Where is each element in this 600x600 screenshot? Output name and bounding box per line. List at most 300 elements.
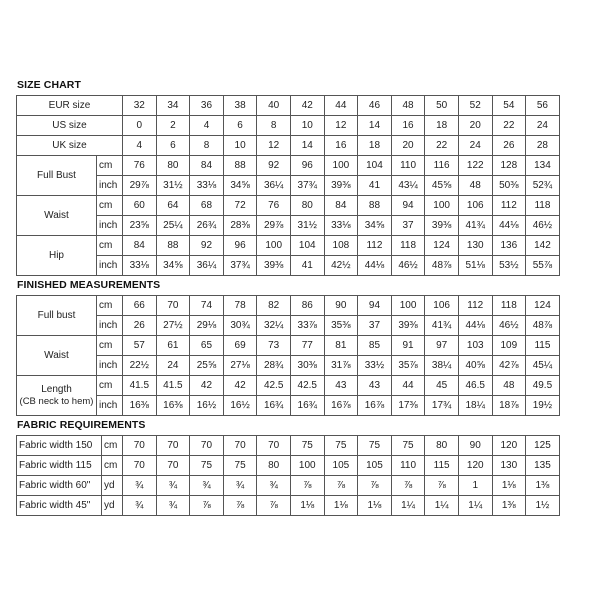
fabric-value: ⅞ xyxy=(324,476,358,496)
size-label: UK size xyxy=(17,136,123,156)
size-value: 14 xyxy=(290,136,324,156)
measurement-value: 33⅛ xyxy=(190,176,224,196)
measurement-value: 112 xyxy=(492,196,526,216)
finished-value: 37 xyxy=(358,316,392,336)
finished-row xyxy=(17,376,560,396)
finished-value: 45¼ xyxy=(526,356,560,376)
measurement-value: 118 xyxy=(391,236,425,256)
finished-value: 44 xyxy=(391,376,425,396)
unit-label: yd xyxy=(102,496,123,516)
unit-label: cm xyxy=(102,436,123,456)
finished-value: 103 xyxy=(458,336,492,356)
fabric-value: 1⅛ xyxy=(324,496,358,516)
fabric-row xyxy=(17,456,560,476)
finished-value: 24 xyxy=(156,356,190,376)
size-value: 8 xyxy=(257,116,291,136)
finished-value: 35⅜ xyxy=(324,316,358,336)
finished-value: 74 xyxy=(190,296,224,316)
finished-value: 19½ xyxy=(526,396,560,416)
finished-value: 46½ xyxy=(492,316,526,336)
finished-value: 86 xyxy=(290,296,324,316)
size-value: 22 xyxy=(425,136,459,156)
unit-label: cm xyxy=(97,156,123,176)
measurement-value: 80 xyxy=(156,156,190,176)
finished-value: 39⅜ xyxy=(391,316,425,336)
finished-label xyxy=(17,336,97,376)
measurement-row xyxy=(17,236,560,256)
measurement-value: 28⅜ xyxy=(223,216,257,236)
finished-value: 77 xyxy=(290,336,324,356)
finished-value: 42 xyxy=(190,376,224,396)
measurement-value: 41¾ xyxy=(458,216,492,236)
size-value: 8 xyxy=(190,136,224,156)
measurement-value: 31½ xyxy=(156,176,190,196)
finished-value: 26 xyxy=(123,316,157,336)
finished-value: 100 xyxy=(391,296,425,316)
fabric-value: ⅞ xyxy=(223,496,257,516)
measurement-value: 36¼ xyxy=(257,176,291,196)
measurement-value: 110 xyxy=(391,156,425,176)
measurement-value: 46½ xyxy=(391,256,425,276)
finished-value: 27½ xyxy=(156,316,190,336)
fabric-value: 90 xyxy=(458,436,492,456)
finished-value: 48 xyxy=(492,376,526,396)
measurement-value: 25¼ xyxy=(156,216,190,236)
fabric-value: 1⅛ xyxy=(492,476,526,496)
size-value: 40 xyxy=(257,96,291,116)
size-label: EUR size xyxy=(17,96,123,116)
finished-value: 27⅛ xyxy=(223,356,257,376)
finished-value: 41¾ xyxy=(425,316,459,336)
finished-row xyxy=(17,296,560,316)
size-value: 12 xyxy=(324,116,358,136)
unit-label: cm xyxy=(102,456,123,476)
measurement-value: 96 xyxy=(290,156,324,176)
size-value: 16 xyxy=(324,136,358,156)
fabric-value: 1⅛ xyxy=(290,496,324,516)
size-value: 0 xyxy=(123,116,157,136)
measurement-value: 37 xyxy=(391,216,425,236)
size-row xyxy=(17,136,560,156)
fabric-value: ⅞ xyxy=(358,476,392,496)
finished-value: 97 xyxy=(425,336,459,356)
finished-row xyxy=(17,396,560,416)
finished-value: 90 xyxy=(324,296,358,316)
finished-label-text: Waist xyxy=(44,349,69,361)
size-value: 18 xyxy=(358,136,392,156)
finished-value: 33⅞ xyxy=(290,316,324,336)
measurement-value: 41 xyxy=(358,176,392,196)
size-value: 4 xyxy=(190,116,224,136)
measurement-value: 106 xyxy=(458,196,492,216)
measurement-value: 29⅞ xyxy=(257,216,291,236)
finished-value: 41.5 xyxy=(123,376,157,396)
fabric-value: 1½ xyxy=(526,496,560,516)
measurement-value: 76 xyxy=(123,156,157,176)
finished-value: 16¾ xyxy=(290,396,324,416)
measurement-value: 26¾ xyxy=(190,216,224,236)
finished-value: 16¾ xyxy=(257,396,291,416)
finished-label-text: Full bust xyxy=(37,309,76,321)
finished-value: 40⅝ xyxy=(458,356,492,376)
size-value: 24 xyxy=(458,136,492,156)
measurement-row xyxy=(17,196,560,216)
fabric-value: ⅞ xyxy=(190,496,224,516)
finished-label-text: Length xyxy=(41,383,72,395)
finished-value: 124 xyxy=(526,296,560,316)
measurement-value: 128 xyxy=(492,156,526,176)
finished-value: 70 xyxy=(156,296,190,316)
measurement-value: 29⅞ xyxy=(123,176,157,196)
measurement-row xyxy=(17,216,560,236)
size-value: 12 xyxy=(257,136,291,156)
size-chart-title: SIZE CHART xyxy=(17,79,81,91)
finished-row xyxy=(17,336,560,356)
measurement-value: 33⅛ xyxy=(324,216,358,236)
fabric-value: 70 xyxy=(223,436,257,456)
size-value: 4 xyxy=(123,136,157,156)
size-value: 6 xyxy=(156,136,190,156)
measurement-value: 130 xyxy=(458,236,492,256)
size-value: 38 xyxy=(223,96,257,116)
fabric-value: 1¼ xyxy=(391,496,425,516)
measurement-value: 48 xyxy=(458,176,492,196)
measurement-value: 100 xyxy=(425,196,459,216)
finished-value: 73 xyxy=(257,336,291,356)
finished-value: 42 xyxy=(223,376,257,396)
finished-value: 61 xyxy=(156,336,190,356)
fabric-value: ⅞ xyxy=(290,476,324,496)
finished-value: 35⅞ xyxy=(391,356,425,376)
measurement-row xyxy=(17,156,560,176)
finished-value: 30⅜ xyxy=(290,356,324,376)
size-value: 20 xyxy=(458,116,492,136)
fabric-value: 110 xyxy=(391,456,425,476)
measurement-value: 23⅝ xyxy=(123,216,157,236)
measurement-value: 84 xyxy=(324,196,358,216)
fabric-row xyxy=(17,496,560,516)
measurement-value: 84 xyxy=(190,156,224,176)
fabric-value: ¾ xyxy=(123,476,157,496)
fabric-width-label: Fabric width 60" xyxy=(17,476,102,496)
unit-label: cm xyxy=(97,376,123,396)
fabric-row xyxy=(17,476,560,496)
size-value: 44 xyxy=(324,96,358,116)
unit-label: cm xyxy=(97,336,123,356)
size-value: 2 xyxy=(156,116,190,136)
measurement-value: 33⅛ xyxy=(123,256,157,276)
finished-value: 30¾ xyxy=(223,316,257,336)
finished-value: 38¼ xyxy=(425,356,459,376)
measurement-label: Full Bust xyxy=(17,156,97,196)
fabric-value: 75 xyxy=(223,456,257,476)
size-value: 6 xyxy=(223,116,257,136)
finished-value: 94 xyxy=(358,296,392,316)
finished-value: 17¾ xyxy=(425,396,459,416)
measurement-value: 39⅜ xyxy=(324,176,358,196)
fabric-value: ¾ xyxy=(223,476,257,496)
finished-value: 42.5 xyxy=(257,376,291,396)
measurement-value: 37¾ xyxy=(290,176,324,196)
finished-value: 42.5 xyxy=(290,376,324,396)
finished-row xyxy=(17,356,560,376)
finished-value: 17⅜ xyxy=(391,396,425,416)
fabric-value: 1⅛ xyxy=(358,496,392,516)
unit-label: cm xyxy=(97,236,123,256)
measurement-value: 100 xyxy=(324,156,358,176)
finished-label xyxy=(17,376,97,416)
size-value: 10 xyxy=(223,136,257,156)
size-value: 36 xyxy=(190,96,224,116)
fabric-value: 115 xyxy=(425,456,459,476)
fabric-requirements-title: FABRIC REQUIREMENTS xyxy=(17,419,146,431)
size-row xyxy=(17,116,560,136)
measurement-label: Waist xyxy=(17,196,97,236)
measurement-value: 92 xyxy=(257,156,291,176)
size-value: 18 xyxy=(425,116,459,136)
measurement-value: 53½ xyxy=(492,256,526,276)
fabric-value: ¾ xyxy=(123,496,157,516)
measurement-value: 34⅝ xyxy=(156,256,190,276)
measurement-value: 134 xyxy=(526,156,560,176)
measurement-value: 44⅛ xyxy=(358,256,392,276)
unit-label: cm xyxy=(97,196,123,216)
size-value: 52 xyxy=(458,96,492,116)
finished-measurements-table xyxy=(16,295,560,416)
finished-value: 32¼ xyxy=(257,316,291,336)
finished-value: 66 xyxy=(123,296,157,316)
fabric-value: 120 xyxy=(492,436,526,456)
measurement-row xyxy=(17,176,560,196)
measurement-value: 36¼ xyxy=(190,256,224,276)
measurement-value: 43¼ xyxy=(391,176,425,196)
finished-value: 45 xyxy=(425,376,459,396)
fabric-value: 80 xyxy=(257,456,291,476)
fabric-value: 80 xyxy=(425,436,459,456)
fabric-value: 105 xyxy=(358,456,392,476)
measurement-value: 44⅛ xyxy=(492,216,526,236)
finished-value: 115 xyxy=(526,336,560,356)
measurement-value: 108 xyxy=(324,236,358,256)
fabric-value: ¾ xyxy=(156,476,190,496)
fabric-value: 70 xyxy=(156,456,190,476)
finished-value: 16⅞ xyxy=(358,396,392,416)
finished-value: 112 xyxy=(458,296,492,316)
fabric-value: 1⅜ xyxy=(492,496,526,516)
measurement-value: 55⅞ xyxy=(526,256,560,276)
measurement-value: 34⅝ xyxy=(223,176,257,196)
measurement-value: 94 xyxy=(391,196,425,216)
measurement-value: 142 xyxy=(526,236,560,256)
fabric-value: 70 xyxy=(156,436,190,456)
size-value: 22 xyxy=(492,116,526,136)
fabric-value: ¾ xyxy=(257,476,291,496)
measurement-value: 37¾ xyxy=(223,256,257,276)
measurement-value: 41 xyxy=(290,256,324,276)
fabric-value: ¾ xyxy=(156,496,190,516)
unit-label: inch xyxy=(97,316,123,336)
fabric-value: 1⅜ xyxy=(526,476,560,496)
fabric-value: 70 xyxy=(123,456,157,476)
finished-value: 33½ xyxy=(358,356,392,376)
size-value: 24 xyxy=(526,116,560,136)
finished-value: 69 xyxy=(223,336,257,356)
measurement-value: 60 xyxy=(123,196,157,216)
fabric-requirements-table xyxy=(16,435,560,516)
unit-label: inch xyxy=(97,256,123,276)
finished-value: 48⅞ xyxy=(526,316,560,336)
finished-measurements-title: FINISHED MEASUREMENTS xyxy=(17,279,161,291)
unit-label: inch xyxy=(97,356,123,376)
finished-row xyxy=(17,316,560,336)
fabric-value: 1 xyxy=(458,476,492,496)
measurement-value: 51⅛ xyxy=(458,256,492,276)
fabric-value: 1¼ xyxy=(458,496,492,516)
fabric-value: 130 xyxy=(492,456,526,476)
finished-value: 16⅞ xyxy=(324,396,358,416)
measurement-value: 72 xyxy=(223,196,257,216)
size-label: US size xyxy=(17,116,123,136)
finished-value: 49.5 xyxy=(526,376,560,396)
finished-value: 28¾ xyxy=(257,356,291,376)
unit-label: yd xyxy=(102,476,123,496)
finished-value: 81 xyxy=(324,336,358,356)
fabric-value: 70 xyxy=(257,436,291,456)
finished-value: 16½ xyxy=(190,396,224,416)
finished-value: 85 xyxy=(358,336,392,356)
finished-value: 82 xyxy=(257,296,291,316)
size-value: 56 xyxy=(526,96,560,116)
finished-value: 44⅛ xyxy=(458,316,492,336)
finished-value: 16⅜ xyxy=(156,396,190,416)
measurement-value: 118 xyxy=(526,196,560,216)
measurement-value: 84 xyxy=(123,236,157,256)
measurement-value: 50⅜ xyxy=(492,176,526,196)
finished-value: 43 xyxy=(324,376,358,396)
size-row xyxy=(17,96,560,116)
measurement-value: 39⅜ xyxy=(257,256,291,276)
measurement-value: 42½ xyxy=(324,256,358,276)
measurement-value: 112 xyxy=(358,236,392,256)
measurement-row xyxy=(17,256,560,276)
size-value: 34 xyxy=(156,96,190,116)
finished-value: 16⅜ xyxy=(123,396,157,416)
fabric-value: 120 xyxy=(458,456,492,476)
fabric-value: ¾ xyxy=(190,476,224,496)
measurement-value: 100 xyxy=(257,236,291,256)
finished-value: 25⅝ xyxy=(190,356,224,376)
finished-value: 41.5 xyxy=(156,376,190,396)
fabric-value: 135 xyxy=(526,456,560,476)
size-value: 42 xyxy=(290,96,324,116)
size-value: 50 xyxy=(425,96,459,116)
finished-value: 46.5 xyxy=(458,376,492,396)
measurement-value: 96 xyxy=(223,236,257,256)
fabric-value: 105 xyxy=(324,456,358,476)
size-value: 10 xyxy=(290,116,324,136)
measurement-value: 45⅝ xyxy=(425,176,459,196)
measurement-value: 52¾ xyxy=(526,176,560,196)
measurement-label: Hip xyxy=(17,236,97,276)
measurement-value: 68 xyxy=(190,196,224,216)
measurement-value: 80 xyxy=(290,196,324,216)
finished-value: 65 xyxy=(190,336,224,356)
finished-value: 91 xyxy=(391,336,425,356)
size-value: 48 xyxy=(391,96,425,116)
measurement-value: 88 xyxy=(156,236,190,256)
size-value: 14 xyxy=(358,116,392,136)
fabric-width-label: Fabric width 45" xyxy=(17,496,102,516)
measurement-value: 124 xyxy=(425,236,459,256)
finished-value: 106 xyxy=(425,296,459,316)
measurement-value: 136 xyxy=(492,236,526,256)
fabric-value: ⅞ xyxy=(391,476,425,496)
fabric-value: ⅞ xyxy=(257,496,291,516)
size-value: 28 xyxy=(526,136,560,156)
fabric-value: 75 xyxy=(290,436,324,456)
finished-label xyxy=(17,296,97,336)
measurement-value: 88 xyxy=(223,156,257,176)
measurement-value: 122 xyxy=(458,156,492,176)
measurement-value: 104 xyxy=(290,236,324,256)
measurement-value: 116 xyxy=(425,156,459,176)
unit-label: inch xyxy=(97,176,123,196)
finished-value: 42⅞ xyxy=(492,356,526,376)
fabric-value: 75 xyxy=(358,436,392,456)
measurement-value: 104 xyxy=(358,156,392,176)
size-value: 20 xyxy=(391,136,425,156)
finished-value: 31⅞ xyxy=(324,356,358,376)
measurement-value: 39⅜ xyxy=(425,216,459,236)
unit-label: cm xyxy=(97,296,123,316)
fabric-value: 125 xyxy=(526,436,560,456)
fabric-value: 75 xyxy=(391,436,425,456)
fabric-value: 75 xyxy=(190,456,224,476)
size-value: 46 xyxy=(358,96,392,116)
size-value: 26 xyxy=(492,136,526,156)
fabric-width-label: Fabric width 115 xyxy=(17,456,102,476)
fabric-value: 1¼ xyxy=(425,496,459,516)
finished-value: 43 xyxy=(358,376,392,396)
finished-value: 57 xyxy=(123,336,157,356)
fabric-value: 100 xyxy=(290,456,324,476)
finished-value: 78 xyxy=(223,296,257,316)
unit-label: inch xyxy=(97,396,123,416)
measurement-value: 64 xyxy=(156,196,190,216)
fabric-value: 75 xyxy=(324,436,358,456)
measurement-value: 88 xyxy=(358,196,392,216)
measurement-value: 76 xyxy=(257,196,291,216)
size-value: 16 xyxy=(391,116,425,136)
size-value: 32 xyxy=(123,96,157,116)
fabric-value: ⅞ xyxy=(425,476,459,496)
finished-value: 109 xyxy=(492,336,526,356)
measurement-value: 46½ xyxy=(526,216,560,236)
fabric-value: 70 xyxy=(190,436,224,456)
fabric-width-label: Fabric width 150 xyxy=(17,436,102,456)
finished-value: 18¼ xyxy=(458,396,492,416)
finished-value: 16½ xyxy=(223,396,257,416)
measurement-value: 34⅝ xyxy=(358,216,392,236)
fabric-value: 70 xyxy=(123,436,157,456)
finished-value: 22½ xyxy=(123,356,157,376)
size-chart-table xyxy=(16,95,560,276)
finished-value: 18⅞ xyxy=(492,396,526,416)
fabric-row xyxy=(17,436,560,456)
unit-label: inch xyxy=(97,216,123,236)
measurement-value: 31½ xyxy=(290,216,324,236)
finished-value: 118 xyxy=(492,296,526,316)
